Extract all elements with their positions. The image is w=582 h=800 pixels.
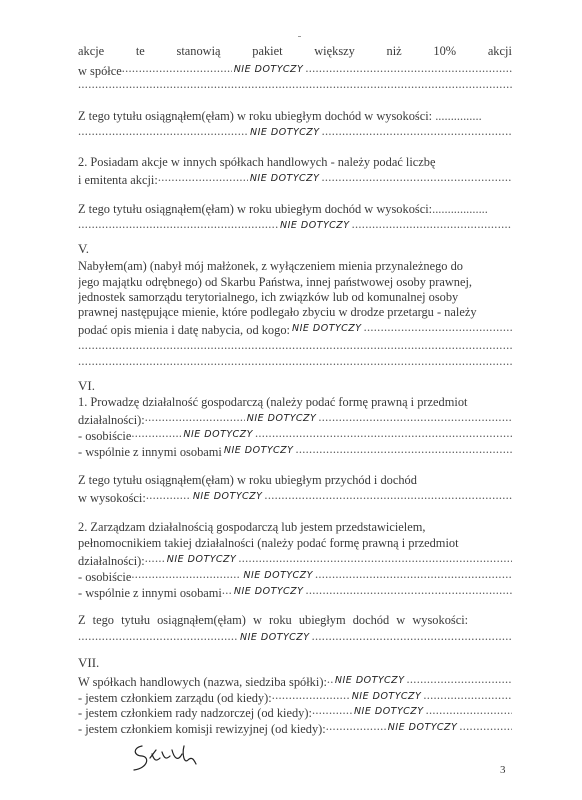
label: - osobiście xyxy=(78,429,132,443)
scan-mark xyxy=(298,36,301,37)
line-blank xyxy=(78,338,512,352)
dotted-fill xyxy=(315,567,512,581)
dotted-fill xyxy=(222,583,232,597)
handwritten-answer: NIE DOTYCZY xyxy=(353,706,424,717)
vi-line-7: 2. Zarządzam działalnością gospodarczą lub jestem przedstawicielem, xyxy=(78,520,426,534)
label: Z tego tytułu osiągnąłem(ęłam) w roku ubiegłym dochód w wysokości: xyxy=(78,613,469,627)
dotted-fill xyxy=(318,410,512,424)
handwritten-answer: NIE DOTYCZY xyxy=(291,323,362,334)
label: w wysokości: xyxy=(78,491,146,505)
dotted-fill xyxy=(407,672,513,686)
word: 10% xyxy=(433,44,457,58)
dotted-fill xyxy=(326,719,386,733)
dotted-fill xyxy=(364,320,512,334)
word: stanowią xyxy=(176,44,221,58)
line-emitent xyxy=(78,170,512,189)
dotted-fill xyxy=(295,442,512,456)
dotted-fill xyxy=(145,551,165,565)
word: akcje xyxy=(78,44,105,58)
dotted-fill xyxy=(131,567,241,581)
dotted-fill xyxy=(312,629,512,643)
label: - wspólnie z innymi osobami xyxy=(78,445,222,459)
dotted-fill xyxy=(146,488,191,502)
handwritten-answer: NIE DOTYCZY xyxy=(334,675,405,686)
dotted-fill xyxy=(145,410,245,424)
v-line-5 xyxy=(78,320,512,339)
vi-income-text: Z tego tytułu osiągnąłem(ęłam) w roku ubiegłym przychód i dochód xyxy=(78,473,417,487)
section-vi-heading: VI. xyxy=(78,379,95,393)
vi-income-2 xyxy=(78,613,512,627)
handwritten-answer: NIE DOTYCZY xyxy=(280,220,350,231)
handwritten-answer: NIE DOTYCZY xyxy=(250,127,320,138)
dotted-fill xyxy=(305,583,512,597)
dotted-fill xyxy=(158,170,248,184)
dotted-fill xyxy=(78,354,512,368)
dotted-fill xyxy=(78,338,512,352)
handwritten-answer: NIE DOTYCZY xyxy=(192,491,263,502)
dotted-fill xyxy=(312,703,352,717)
label: W spółkach handlowych (nazwa, siedziba spółki): xyxy=(78,675,327,689)
line-income-2: Z tego tytułu osiągnąłem(ęłam) w roku ubiegłym dochód w wysokości:.................. xyxy=(78,202,488,216)
handwritten-answer: NIE DOTYCZY xyxy=(243,570,313,581)
word: pakiet xyxy=(252,44,283,58)
dotted-fill xyxy=(78,629,238,643)
section-v-heading: V. xyxy=(78,242,89,256)
line-shares-2 xyxy=(78,155,512,169)
label: - osobiście xyxy=(78,570,132,584)
v-line-4: prawnej następujące mienie, które podlegało zbyciu w drodze przetargu - należy xyxy=(78,305,477,319)
label: w spółce xyxy=(78,64,122,78)
vi-jointly-2 xyxy=(78,583,512,602)
handwritten-answer: NIE DOTYCZY xyxy=(233,64,304,75)
dotted-fill xyxy=(78,124,248,138)
word: akcji xyxy=(487,44,512,58)
label: działalności): xyxy=(78,413,145,427)
page-number: 3 xyxy=(500,764,506,776)
vi-income-amount xyxy=(78,488,512,507)
dotted-fill xyxy=(426,703,512,717)
dotted-fill xyxy=(305,61,512,75)
handwritten-answer: NIE DOTYCZY xyxy=(223,445,294,456)
label: działalności): xyxy=(78,554,145,568)
handwritten-answer: NIE DOTYCZY xyxy=(387,722,458,733)
label: - wspólnie z innymi osobami xyxy=(78,586,222,600)
vi-income-2-answer xyxy=(78,629,512,648)
label: - jestem członkiem rady nadzorczej (od kiedy): xyxy=(78,706,312,720)
dotted-fill xyxy=(459,719,512,733)
v-line-3: jednostek samorządu terytorialnego, ich związków lub od komunalnej osoby xyxy=(78,290,459,304)
dotted-fill xyxy=(264,488,512,502)
line-income-1: Z tego tytułu osiągnąłem(ęłam) w roku ubiegłym dochód w wysokości: ............... xyxy=(78,109,482,123)
dotted-fill xyxy=(131,426,181,440)
dotted-fill xyxy=(272,688,350,702)
handwritten-answer: NIE DOTYCZY xyxy=(166,554,237,565)
dotted-fill xyxy=(322,124,512,138)
word: te xyxy=(135,44,145,58)
line-shares-words xyxy=(78,44,512,58)
section-vii-heading: VII. xyxy=(78,656,100,670)
line-income-2-answer xyxy=(78,217,512,236)
label: 2. Posiadam akcje w innych spółkach handlowych - należy podać liczbę xyxy=(78,155,436,169)
word: większy xyxy=(314,44,355,58)
v-line-1: Nabyłem(am) (nabył mój małżonek, z wyłączeniem mienia przynależnego do xyxy=(78,259,463,273)
line-blank xyxy=(78,77,512,91)
handwritten-answer: NIE DOTYCZY xyxy=(246,413,317,424)
label: - jestem członkiem zarządu (od kiedy): xyxy=(78,691,272,705)
dotted-fill xyxy=(321,170,512,184)
label: Z tego tytułu osiągnąłem(ęłam) w roku ubiegłym dochód w wysokości: xyxy=(78,202,433,216)
handwritten-signature xyxy=(128,740,198,776)
dotted-fill xyxy=(255,426,512,440)
vii-audit xyxy=(78,719,512,738)
vi-line-8: pełnomocnikiem takiej działalności (należy podać formę prawną i przedmiot xyxy=(78,536,459,550)
handwritten-answer: NIE DOTYCZY xyxy=(249,173,320,184)
dotted-fill xyxy=(122,61,232,75)
label: - jestem członkiem komisji rewizyjnej (od kiedy): xyxy=(78,722,326,736)
label: podać opis mienia i datę nabycia, od kogo: xyxy=(78,323,290,337)
line-income-1-answer xyxy=(78,124,512,143)
v-line-2: jego majątku odrębnego) od Skarbu Państwa, innej państwowej osoby prawnej, xyxy=(78,275,473,289)
dotted-fill xyxy=(423,688,512,702)
handwritten-answer: NIE DOTYCZY xyxy=(233,586,304,597)
handwritten-answer: NIE DOTYCZY xyxy=(351,691,422,702)
dotted-fill xyxy=(238,551,512,565)
vi-line-1: 1. Prowadzę działalność gospodarczą (należy podać formę prawną i przedmiot xyxy=(78,395,468,409)
dotted-fill xyxy=(78,217,278,231)
handwritten-answer: NIE DOTYCZY xyxy=(240,632,310,643)
label: Z tego tytułu osiągnąłem(ęłam) w roku ubiegłym dochód w wysokości: xyxy=(78,109,433,123)
dotted-fill xyxy=(78,77,512,91)
vi-jointly xyxy=(78,442,512,461)
handwritten-answer: NIE DOTYCZY xyxy=(183,429,253,440)
label: i emitenta akcji: xyxy=(78,173,158,187)
word: niż xyxy=(386,44,402,58)
dotted-fill xyxy=(352,217,512,231)
line-blank xyxy=(78,354,512,368)
